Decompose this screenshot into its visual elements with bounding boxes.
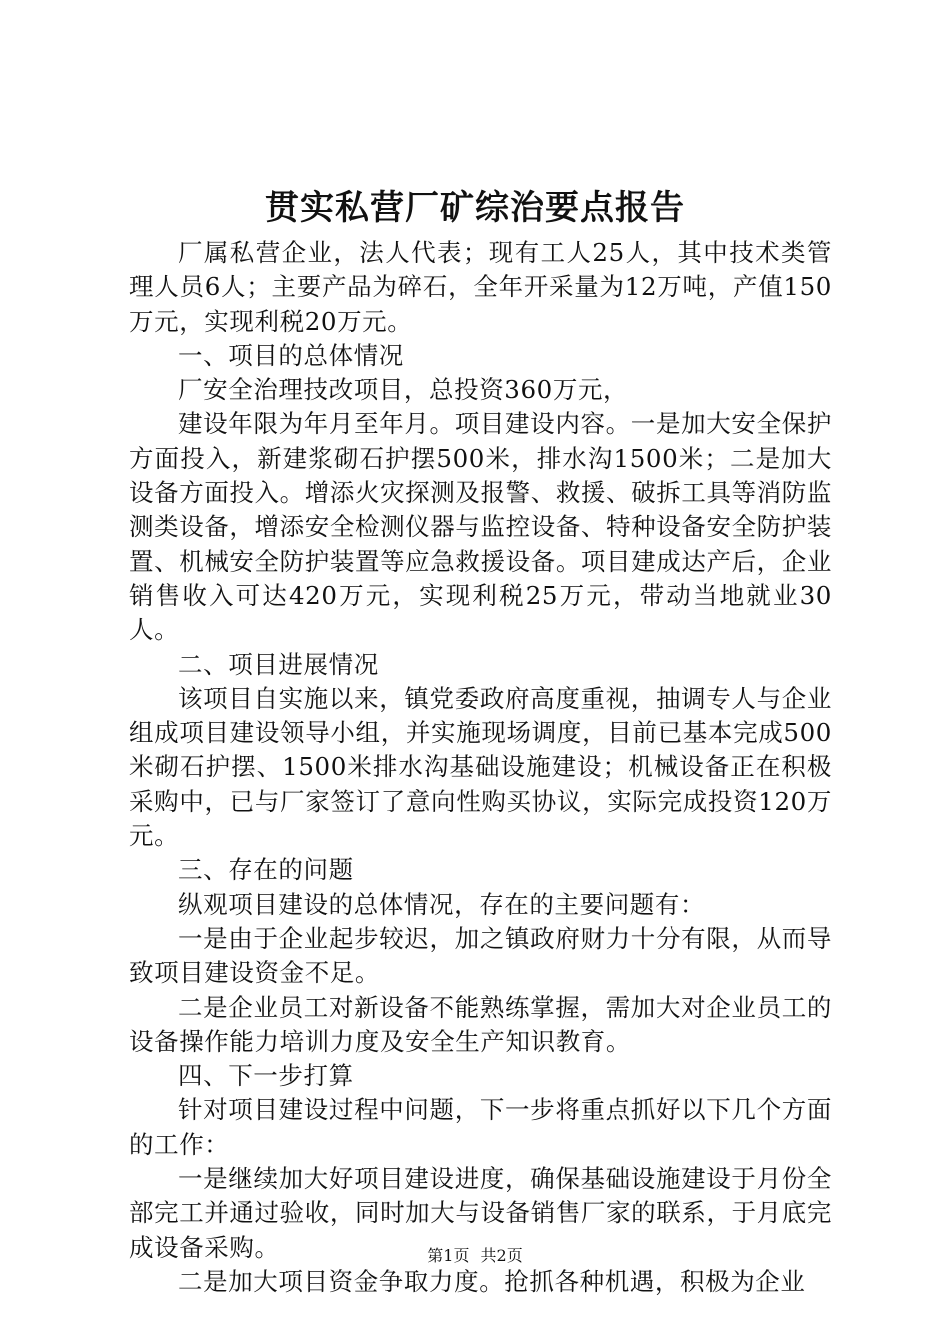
section-heading-1: 一、项目的总体情况 [178,340,404,370]
paragraph: 针对项目建设过程中问题，下一步将重点抓好以下几个方面的工作： [129,1095,832,1159]
paragraph-intro: 厂属私营企业，法人代表；现有工人25人，其中技术类管理人员6人；主要产品为碎石，全年开采量为12万吨，产值150万元，实现利税20万元。 [129,238,832,336]
paragraph: 一是由于企业起步较迟，加之镇政府财力十分有限，从而导致项目建设资金不足。 [129,923,832,988]
section-heading-2: 二、项目进展情况 [178,649,379,679]
paragraph: 二是加大项目资金争取力度。抢抓各种机遇，积极为企业 [178,1266,806,1296]
page-number: 第1页 [427,1246,470,1265]
section-heading-3: 三、存在的问题 [178,855,354,885]
paragraph: 该项目自实施以来，镇党委政府高度重视，抽调专人与企业组成项目建设领导小组，并实施现场调度，目前已基本完成500米砌石护摆、1500米排水沟基础设施建设；机械设备正在积极采购中，已与厂家签订了意向性购买协议，实际完成投资120万元。 [129,683,832,851]
page-footer [0,1244,950,1268]
paragraph: 建设年限为年月至年月。项目建设内容。一是加大安全保护方面投入，新建浆砌石护摆500米，排水沟1500米；二是加大设备方面投入。增添火灾探测及报警、救援、破拆工具等消防监测类设备，增添安全检测仪器与监控设备、特种设备安全防护装置、机械安全防护装置等应急救援设备。项目建成达产后，企业销售收入可达420万元，实现利税25万元，带动当地就业30人。 [129,409,832,645]
document-title: 贯实私营厂矿综治要点报告 [265,188,685,228]
document-body [129,236,832,1299]
paragraph: 一是继续加大好项目建设进度，确保基础设施建设于月份全部完工并通过验收，同时加大与设备销售厂家的联系，于月底完成设备采购。 [129,1164,832,1262]
page-total: 共2页 [480,1246,523,1265]
paragraph: 厂安全治理技改项目，总投资360万元， [178,375,629,405]
paragraph: 纵观项目建设的总体情况，存在的主要问题有： [178,889,706,919]
paragraph: 二是企业员工对新设备不能熟练掌握，需加大对企业员工的设备操作能力培训力度及安全生产知识教育。 [129,992,832,1056]
section-heading-4: 四、下一步打算 [178,1061,354,1091]
